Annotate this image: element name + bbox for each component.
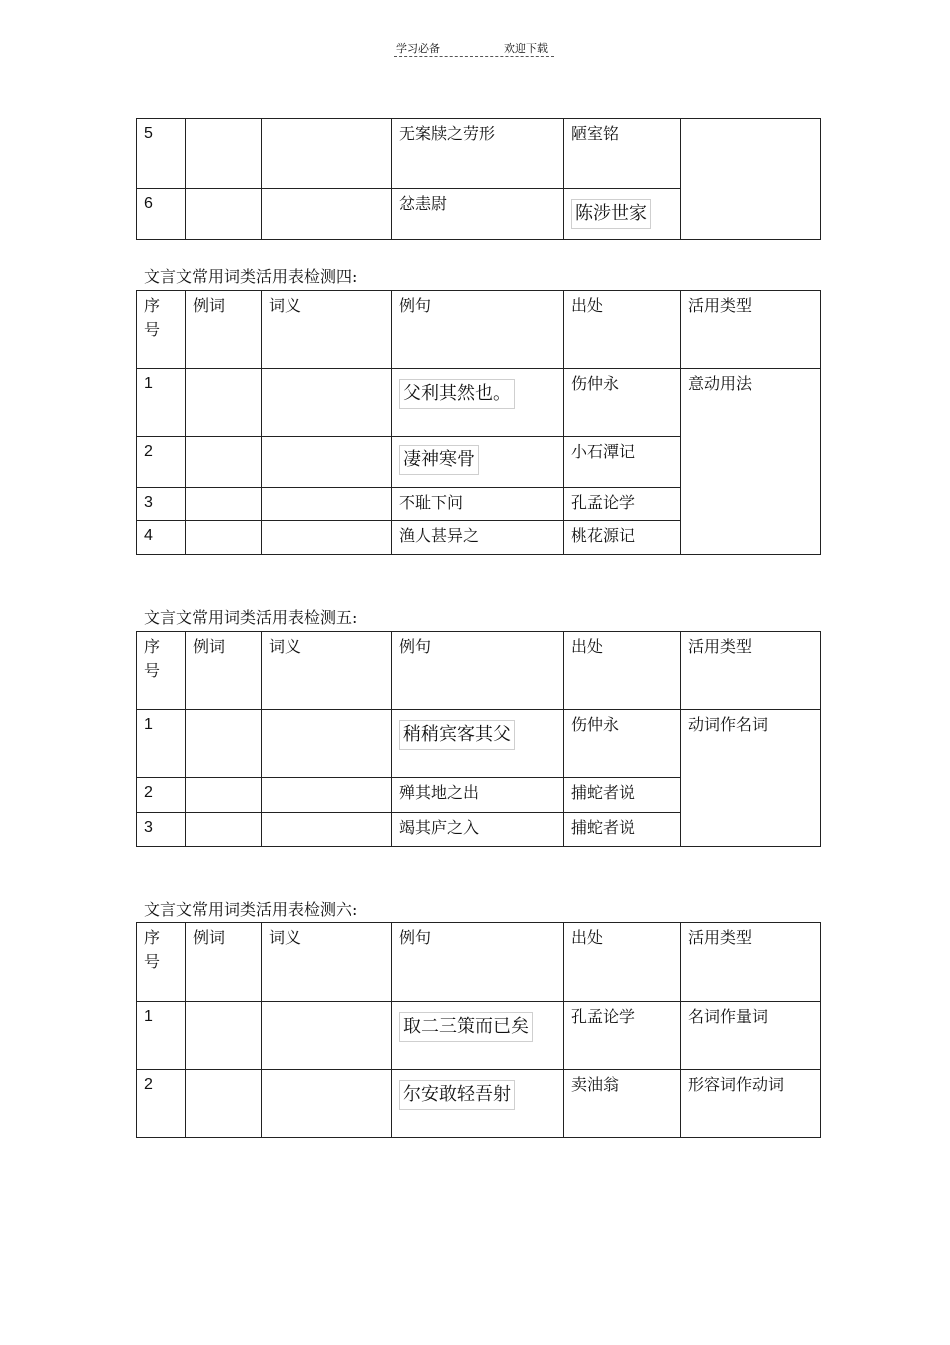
- word-cell: [186, 437, 262, 488]
- sentence-cell: [392, 710, 564, 778]
- source-cell: 捕蛇者说: [564, 813, 681, 847]
- meaning-cell: [262, 710, 392, 778]
- table-row: [137, 119, 821, 189]
- row-number: 1: [137, 1002, 186, 1070]
- word-cell: [186, 710, 262, 778]
- page-header: [394, 40, 554, 57]
- table-header-row: [137, 632, 821, 710]
- row-number: 1: [137, 710, 186, 778]
- meaning-cell: [262, 488, 392, 521]
- header-left: 学习必备: [396, 42, 440, 55]
- meaning-cell: [262, 1002, 392, 1070]
- section-caption: 文言文常用词类活用表检测五:: [144, 608, 358, 627]
- header-source: 出处: [564, 923, 681, 1002]
- row-number: 3: [137, 813, 186, 847]
- sentence-cell: 竭其庐之入: [392, 813, 564, 847]
- header-sentence: 例句: [392, 923, 564, 1002]
- sentence-cell: 无案牍之劳形: [392, 119, 564, 189]
- header-type: 活用类型: [681, 632, 821, 710]
- row-number: 2: [137, 778, 186, 813]
- meaning-cell: [262, 369, 392, 437]
- sentence-cell: [392, 437, 564, 488]
- table-header-row: [137, 923, 821, 1002]
- row-number: 2: [137, 1070, 186, 1138]
- sentence-cell: 忿恚尉: [392, 189, 564, 240]
- header-word: 例词: [186, 291, 262, 369]
- meaning-cell: [262, 437, 392, 488]
- row-number: 4: [137, 521, 186, 555]
- header-right: 欢迎下载: [504, 42, 548, 55]
- source-text: 陈涉世家: [571, 199, 651, 229]
- header-sentence: 例句: [392, 291, 564, 369]
- sentence-cell: 殚其地之出: [392, 778, 564, 813]
- table-section-5: [136, 631, 821, 847]
- header-number: 序 号: [137, 291, 186, 369]
- meaning-cell: [262, 189, 392, 240]
- header-meaning: 词义: [262, 632, 392, 710]
- table-header-row: [137, 291, 821, 369]
- sentence-text: 取二三策而已矣: [399, 1012, 533, 1042]
- row-number: 2: [137, 437, 186, 488]
- meaning-cell: [262, 119, 392, 189]
- sentence-cell: 渔人甚异之: [392, 521, 564, 555]
- word-cell: [186, 813, 262, 847]
- source-cell: [564, 189, 681, 240]
- word-cell: [186, 1070, 262, 1138]
- word-cell: [186, 488, 262, 521]
- sentence-text: 尔安敢轻吾射: [399, 1080, 515, 1110]
- sentence-cell: [392, 1002, 564, 1070]
- source-cell: 陋室铭: [564, 119, 681, 189]
- header-source: 出处: [564, 632, 681, 710]
- source-cell: 伤仲永: [564, 710, 681, 778]
- header-meaning: 词义: [262, 923, 392, 1002]
- header-meaning: 词义: [262, 291, 392, 369]
- meaning-cell: [262, 813, 392, 847]
- source-cell: 捕蛇者说: [564, 778, 681, 813]
- sentence-text: 凄神寒骨: [399, 445, 479, 475]
- header-type: 活用类型: [681, 291, 821, 369]
- word-cell: [186, 778, 262, 813]
- table-row: [137, 1070, 821, 1138]
- source-cell: 孔孟论学: [564, 488, 681, 521]
- source-cell: 桃花源记: [564, 521, 681, 555]
- section-caption: 文言文常用词类活用表检测四:: [144, 267, 358, 286]
- section-caption: 文言文常用词类活用表检测六:: [144, 900, 358, 919]
- source-cell: 小石潭记: [564, 437, 681, 488]
- type-cell: 动词作名词: [681, 710, 821, 847]
- source-cell: 伤仲永: [564, 369, 681, 437]
- word-cell: [186, 369, 262, 437]
- meaning-cell: [262, 778, 392, 813]
- meaning-cell: [262, 1070, 392, 1138]
- word-cell: [186, 189, 262, 240]
- sentence-cell: 不耻下问: [392, 488, 564, 521]
- sentence-cell: [392, 1070, 564, 1138]
- row-number: 1: [137, 369, 186, 437]
- meaning-cell: [262, 521, 392, 555]
- table-section-6: [136, 922, 821, 1138]
- sentence-text: 稍稍宾客其父: [399, 720, 515, 750]
- header-word: 例词: [186, 923, 262, 1002]
- table-row: [137, 369, 821, 437]
- header-type: 活用类型: [681, 923, 821, 1002]
- source-cell: 卖油翁: [564, 1070, 681, 1138]
- row-number: 3: [137, 488, 186, 521]
- sentence-cell: [392, 369, 564, 437]
- header-number: 序 号: [137, 923, 186, 1002]
- table-row: [137, 1002, 821, 1070]
- header-source: 出处: [564, 291, 681, 369]
- table-section-4: [136, 290, 821, 555]
- word-cell: [186, 1002, 262, 1070]
- type-cell: 形容词作动词: [681, 1070, 821, 1138]
- header-sentence: 例句: [392, 632, 564, 710]
- type-cell: 意动用法: [681, 369, 821, 555]
- table-row: [137, 710, 821, 778]
- type-cell: 名词作量词: [681, 1002, 821, 1070]
- header-number: 序 号: [137, 632, 186, 710]
- sentence-text: 父利其然也。: [399, 379, 515, 409]
- type-cell: [681, 119, 821, 240]
- table-continued: [136, 118, 821, 240]
- source-cell: 孔孟论学: [564, 1002, 681, 1070]
- word-cell: [186, 119, 262, 189]
- word-cell: [186, 521, 262, 555]
- row-number: 6: [137, 189, 186, 240]
- row-number: 5: [137, 119, 186, 189]
- header-word: 例词: [186, 632, 262, 710]
